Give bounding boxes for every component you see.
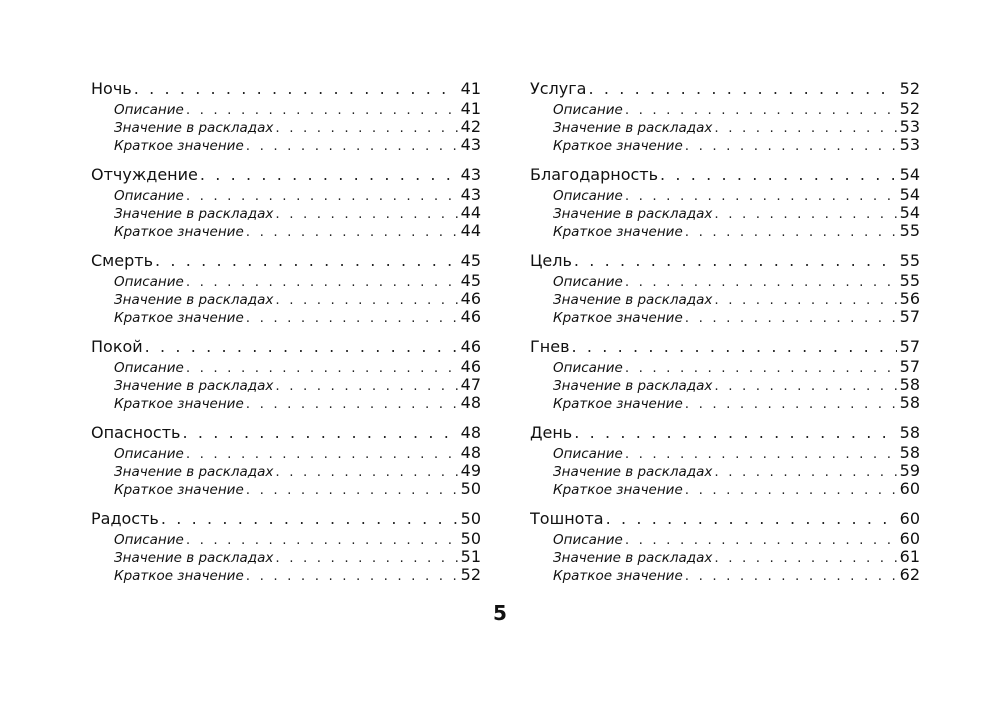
toc-subentry-page: 54 <box>899 186 920 204</box>
toc-subentry <box>530 480 920 498</box>
toc-subentry <box>91 186 481 204</box>
toc-section <box>91 508 481 594</box>
leader-dots <box>275 463 457 480</box>
toc-section <box>530 78 920 164</box>
leader-dots <box>134 78 458 100</box>
toc-subentry-title: Значение в раскладах <box>553 550 713 566</box>
toc-subentry-title: Описание <box>553 274 623 290</box>
toc-subentry <box>91 118 481 136</box>
toc-subentry-page: 55 <box>899 222 920 240</box>
toc-subentry-title: Значение в раскладах <box>553 292 713 308</box>
toc-subentry <box>530 444 920 462</box>
toc-subentry-title: Значение в раскладах <box>553 206 713 222</box>
toc-entry-title: Опасность <box>91 423 181 442</box>
leader-dots <box>145 336 458 358</box>
toc-subentry <box>91 272 481 290</box>
toc-entry-title: Радость <box>91 509 159 528</box>
toc-entry <box>530 422 920 444</box>
leader-dots <box>714 291 896 308</box>
toc-subentry <box>91 308 481 326</box>
toc-subentry-title: Краткое значение <box>553 396 683 412</box>
toc-entry-page: 50 <box>460 509 481 528</box>
leader-dots <box>155 250 458 272</box>
leader-dots <box>246 395 458 412</box>
toc-entry-title: Услуга <box>530 79 587 98</box>
toc-subentry-page: 42 <box>460 118 481 136</box>
toc-subentry-page: 48 <box>460 444 481 462</box>
toc-subentry-page: 50 <box>460 480 481 498</box>
toc-entry-page: 41 <box>460 79 481 98</box>
toc-subentry-title: Краткое значение <box>114 568 244 584</box>
toc-subentry-title: Значение в раскладах <box>114 292 274 308</box>
toc-subentry <box>91 222 481 240</box>
leader-dots <box>275 377 457 394</box>
leader-dots <box>685 395 897 412</box>
toc-subentry-title: Краткое значение <box>114 224 244 240</box>
toc-section <box>91 336 481 422</box>
leader-dots <box>660 164 897 186</box>
toc-subentry-title: Значение в раскладах <box>553 464 713 480</box>
toc-entry-page: 45 <box>460 251 481 270</box>
toc-subentry <box>530 548 920 566</box>
toc-subentry-page: 50 <box>460 530 481 548</box>
toc-section <box>530 164 920 250</box>
toc-subentry-page: 59 <box>899 462 920 480</box>
leader-dots <box>625 359 897 376</box>
toc-subentry-title: Описание <box>114 446 184 462</box>
toc-entry <box>91 508 481 530</box>
toc-subentry <box>530 186 920 204</box>
toc-subentry-page: 41 <box>460 100 481 118</box>
leader-dots <box>186 187 458 204</box>
toc-subentry <box>91 394 481 412</box>
toc-subentry <box>530 462 920 480</box>
toc-entry-page: 54 <box>899 165 920 184</box>
leader-dots <box>685 567 897 584</box>
leader-dots <box>588 78 896 100</box>
toc-subentry <box>530 308 920 326</box>
toc-entry <box>530 164 920 186</box>
leader-dots <box>275 205 457 222</box>
toc-subentry-page: 57 <box>899 358 920 376</box>
leader-dots <box>246 567 458 584</box>
toc-subentry <box>91 548 481 566</box>
toc-subentry-page: 46 <box>460 290 481 308</box>
toc-entry-page: 58 <box>899 423 920 442</box>
toc-subentry-title: Краткое значение <box>114 310 244 326</box>
toc-entry-title: Гнев <box>530 337 570 356</box>
leader-dots <box>200 164 458 186</box>
toc-entry-page: 52 <box>899 79 920 98</box>
toc-subentry-title: Описание <box>553 446 623 462</box>
toc-subentry-page: 58 <box>899 376 920 394</box>
toc-left-column <box>91 78 481 594</box>
toc-subentry <box>530 530 920 548</box>
leader-dots <box>714 463 896 480</box>
toc-subentry-page: 43 <box>460 186 481 204</box>
toc-subentry-title: Краткое значение <box>553 310 683 326</box>
toc-section <box>91 250 481 336</box>
toc-subentry-page: 54 <box>899 204 920 222</box>
toc-subentry <box>530 358 920 376</box>
toc-subentry <box>530 100 920 118</box>
leader-dots <box>574 250 897 272</box>
toc-subentry-title: Описание <box>553 360 623 376</box>
leader-dots <box>186 273 458 290</box>
toc-entry <box>91 336 481 358</box>
toc-section <box>91 422 481 508</box>
leader-dots <box>246 309 458 326</box>
leader-dots <box>186 445 458 462</box>
toc-section <box>91 78 481 164</box>
leader-dots <box>625 273 897 290</box>
toc-subentry-title: Краткое значение <box>553 482 683 498</box>
toc-subentry-title: Описание <box>114 532 184 548</box>
leader-dots <box>275 549 457 566</box>
toc-subentry <box>530 376 920 394</box>
toc-subentry-page: 53 <box>899 136 920 154</box>
leader-dots <box>714 119 896 136</box>
leader-dots <box>625 187 897 204</box>
toc-subentry-title: Значение в раскладах <box>114 378 274 394</box>
toc-subentry-page: 47 <box>460 376 481 394</box>
toc-subentry-title: Значение в раскладах <box>114 120 274 136</box>
toc-subentry <box>530 394 920 412</box>
toc-subentry <box>91 480 481 498</box>
toc-entry-page: 43 <box>460 165 481 184</box>
toc-entry <box>91 164 481 186</box>
toc-right-column <box>530 78 920 594</box>
leader-dots <box>182 422 457 444</box>
toc-subentry <box>91 566 481 584</box>
leader-dots <box>685 481 897 498</box>
toc-subentry-page: 58 <box>899 394 920 412</box>
toc-subentry-page: 57 <box>899 308 920 326</box>
toc-entry <box>530 508 920 530</box>
toc-subentry-title: Краткое значение <box>114 482 244 498</box>
leader-dots <box>685 309 897 326</box>
leader-dots <box>275 291 457 308</box>
toc-subentry <box>91 376 481 394</box>
toc-section <box>91 164 481 250</box>
toc-subentry <box>91 358 481 376</box>
toc-entry <box>91 422 481 444</box>
leader-dots <box>186 531 458 548</box>
toc-subentry-title: Описание <box>114 102 184 118</box>
leader-dots <box>246 223 458 240</box>
toc-subentry-page: 52 <box>460 566 481 584</box>
toc-subentry-page: 45 <box>460 272 481 290</box>
toc-entry-title: Благодарность <box>530 165 659 184</box>
toc-subentry-page: 43 <box>460 136 481 154</box>
toc-subentry-title: Краткое значение <box>553 138 683 154</box>
toc-subentry-page: 46 <box>460 358 481 376</box>
toc-subentry <box>530 204 920 222</box>
toc-subentry <box>91 530 481 548</box>
toc-section <box>530 250 920 336</box>
toc-subentry <box>530 272 920 290</box>
toc-subentry-page: 55 <box>899 272 920 290</box>
toc-entry-page: 60 <box>899 509 920 528</box>
toc-subentry-title: Значение в раскладах <box>553 378 713 394</box>
toc-subentry-title: Краткое значение <box>553 224 683 240</box>
toc-subentry <box>530 566 920 584</box>
leader-dots <box>574 422 896 444</box>
toc-subentry-page: 44 <box>460 222 481 240</box>
toc-entry-title: Отчуждение <box>91 165 198 184</box>
toc-subentry-title: Краткое значение <box>114 396 244 412</box>
leader-dots <box>714 549 896 566</box>
leader-dots <box>625 445 897 462</box>
leader-dots <box>685 223 897 240</box>
leader-dots <box>714 377 896 394</box>
toc-subentry-page: 62 <box>899 566 920 584</box>
toc-subentry-page: 53 <box>899 118 920 136</box>
toc-subentry <box>91 444 481 462</box>
leader-dots <box>625 101 897 118</box>
leader-dots <box>606 508 897 530</box>
leader-dots <box>161 508 458 530</box>
toc-subentry-page: 49 <box>460 462 481 480</box>
toc-subentry <box>91 462 481 480</box>
toc-entry-page: 55 <box>899 251 920 270</box>
toc-subentry <box>91 136 481 154</box>
leader-dots <box>572 336 897 358</box>
toc-subentry-page: 44 <box>460 204 481 222</box>
toc-subentry-title: Описание <box>114 274 184 290</box>
toc-subentry-title: Описание <box>553 102 623 118</box>
leader-dots <box>186 101 458 118</box>
toc-subentry-title: Описание <box>114 360 184 376</box>
page-number: 5 <box>493 601 507 625</box>
toc-entry <box>530 336 920 358</box>
toc-entry <box>91 78 481 100</box>
toc-subentry-page: 58 <box>899 444 920 462</box>
toc-subentry <box>91 204 481 222</box>
toc-subentry-page: 46 <box>460 308 481 326</box>
toc-section <box>530 422 920 508</box>
toc-subentry-title: Значение в раскладах <box>114 464 274 480</box>
toc-subentry <box>91 290 481 308</box>
leader-dots <box>246 481 458 498</box>
toc-subentry-title: Значение в раскладах <box>114 550 274 566</box>
toc-subentry-page: 56 <box>899 290 920 308</box>
toc-section <box>530 508 920 594</box>
toc-entry <box>530 250 920 272</box>
leader-dots <box>625 531 897 548</box>
toc-entry-page: 57 <box>899 337 920 356</box>
toc-entry-page: 46 <box>460 337 481 356</box>
leader-dots <box>246 137 458 154</box>
toc-subentry-page: 48 <box>460 394 481 412</box>
toc-subentry <box>530 118 920 136</box>
leader-dots <box>685 137 897 154</box>
toc-entry-title: Тошнота <box>530 509 604 528</box>
toc-subentry-title: Описание <box>114 188 184 204</box>
toc-subentry-title: Значение в раскладах <box>553 120 713 136</box>
toc-subentry-title: Описание <box>553 532 623 548</box>
toc-subentry-title: Краткое значение <box>553 568 683 584</box>
toc-entry-title: День <box>530 423 573 442</box>
leader-dots <box>714 205 896 222</box>
toc-subentry-title: Описание <box>553 188 623 204</box>
toc-subentry-page: 51 <box>460 548 481 566</box>
toc-entry <box>91 250 481 272</box>
leader-dots <box>275 119 457 136</box>
toc-entry-page: 48 <box>460 423 481 442</box>
toc-subentry-page: 60 <box>899 530 920 548</box>
leader-dots <box>186 359 458 376</box>
toc-entry-title: Цель <box>530 251 572 270</box>
toc-subentry <box>530 136 920 154</box>
toc-subentry <box>91 100 481 118</box>
toc-subentry <box>530 222 920 240</box>
toc-entry <box>530 78 920 100</box>
toc-entry-title: Ночь <box>91 79 132 98</box>
toc-subentry-page: 52 <box>899 100 920 118</box>
toc-subentry-page: 61 <box>899 548 920 566</box>
toc-entry-title: Покой <box>91 337 143 356</box>
toc-subentry-title: Краткое значение <box>114 138 244 154</box>
toc-entry-title: Смерть <box>91 251 153 270</box>
toc-subentry-page: 60 <box>899 480 920 498</box>
toc-subentry <box>530 290 920 308</box>
toc-subentry-title: Значение в раскладах <box>114 206 274 222</box>
toc-section <box>530 336 920 422</box>
